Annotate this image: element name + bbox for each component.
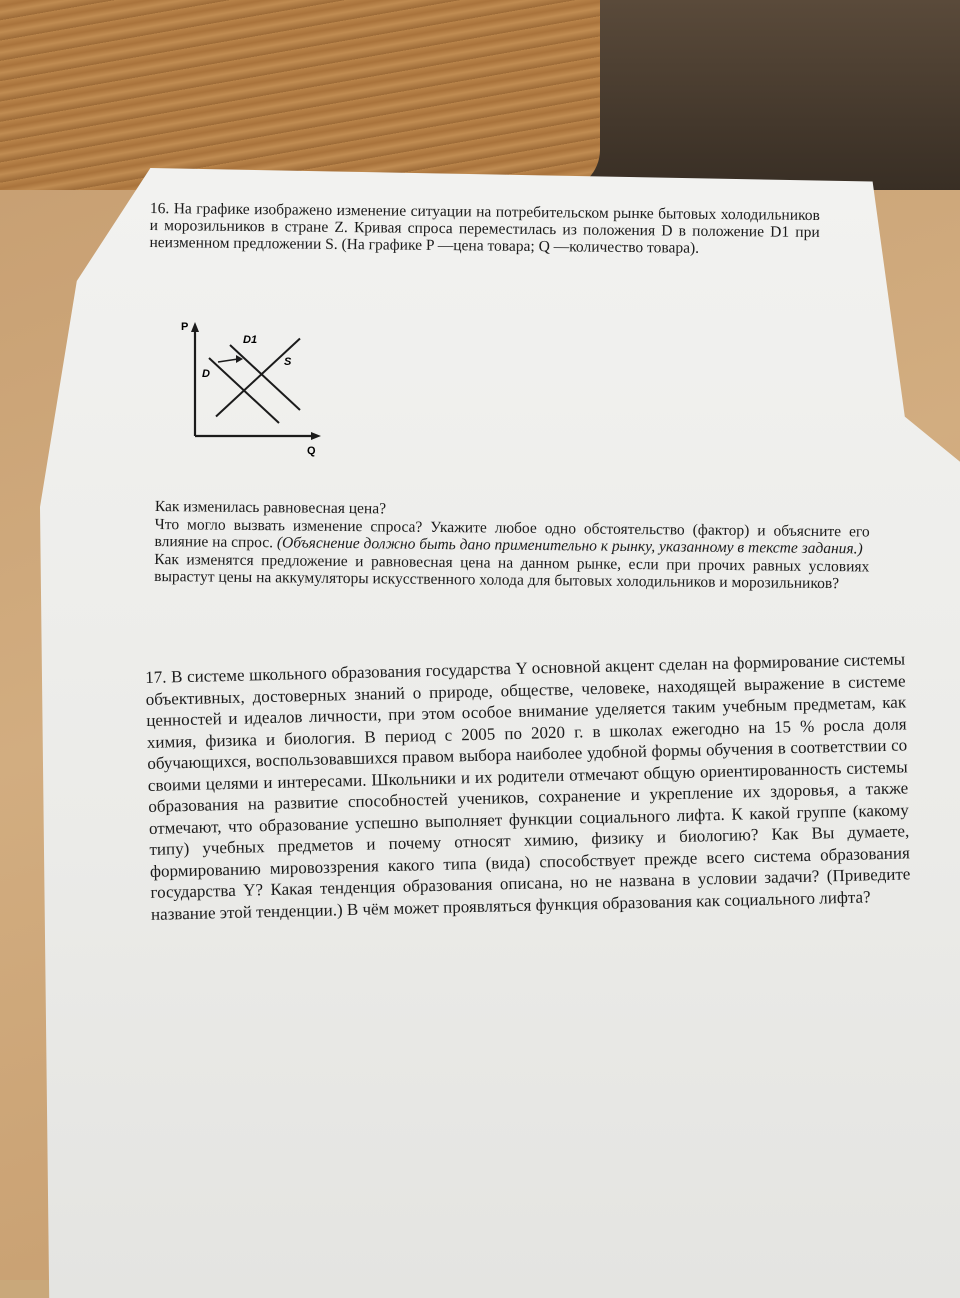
subquestion-3: Как изменятся предложение и равновесная цена на данном рынке, если при прочих равных условиях вырастут цены на аккумуляторы искусственного холода для бытовых холодильников и морозильников? xyxy=(154,550,870,593)
y-axis-label: P xyxy=(181,321,189,333)
question-16-subquestions xyxy=(154,498,870,593)
d-label: D xyxy=(202,368,210,380)
subquestion-1: Как изменилась равновесная цена? xyxy=(154,498,387,518)
subquestion-2-text: Что могло вызвать изменение спроса? Укажите любое одно обстоятельство (фактор) и объясните его влияние на спрос. xyxy=(154,515,870,552)
y-axis-arrow-icon xyxy=(191,322,199,332)
subquestion-2-note: (Объяснение должно быть дано применительно к рынку, указанному в тексте задания.) xyxy=(276,534,863,558)
shift-arrow xyxy=(218,359,238,362)
question-16-text: 16. На графике изображено изменение ситуации на потребительском рынке бытовых холодильников и морозильников в стране Z. Кривая спроса переместилась из положения D в положение D1 при неизменном предложении S. (На графике P —цена товара; Q —количество товара). xyxy=(149,200,820,257)
curve-d1 xyxy=(230,345,300,410)
supply-demand-chart xyxy=(170,310,340,470)
x-axis-arrow-icon xyxy=(311,432,321,440)
question-17-text: 17. В системе школьного образования государства Y основной акцент сделан на формирование системы объективных, достоверных знаний о природе, обществе, человеке, находящей выражение в системе ценностей и идеалов личности, при этом особое внимание уделяется таким учебным предметам, как химия, физика и биология. В период с 2005 по 2020 г. в школах ежегодно на 15 % росла доля обучающихся, воспользовавшихся правом выбора наиболее удобной формы обучения в соответствии со своими целями и интересами. Школьники и их родители отмечают общую ориентированность системы образования на развитие способностей учеников, сохранение и укрепление их здоровья, а также отмечают, что образование успешно выполняет функции социального лифта. К какой группе (какому типу) учебных предметов и почему относят химию, физику и биологию? Как Вы думаете, формированию мировоззрения какого типа (вида) способствует прежде всего система образования государства Y? Какая тенденция образования описана, но не названа в условии задачи? (Приведите название этой тенденции.) В чём может проявляться функция образования как социального лифта? xyxy=(145,649,911,924)
d1-label: D1 xyxy=(243,334,258,346)
x-axis-label: Q xyxy=(307,445,316,457)
question-17 xyxy=(145,648,911,924)
wooden-chair-back xyxy=(0,0,600,190)
question-16 xyxy=(149,200,819,258)
s-label: S xyxy=(284,356,292,368)
